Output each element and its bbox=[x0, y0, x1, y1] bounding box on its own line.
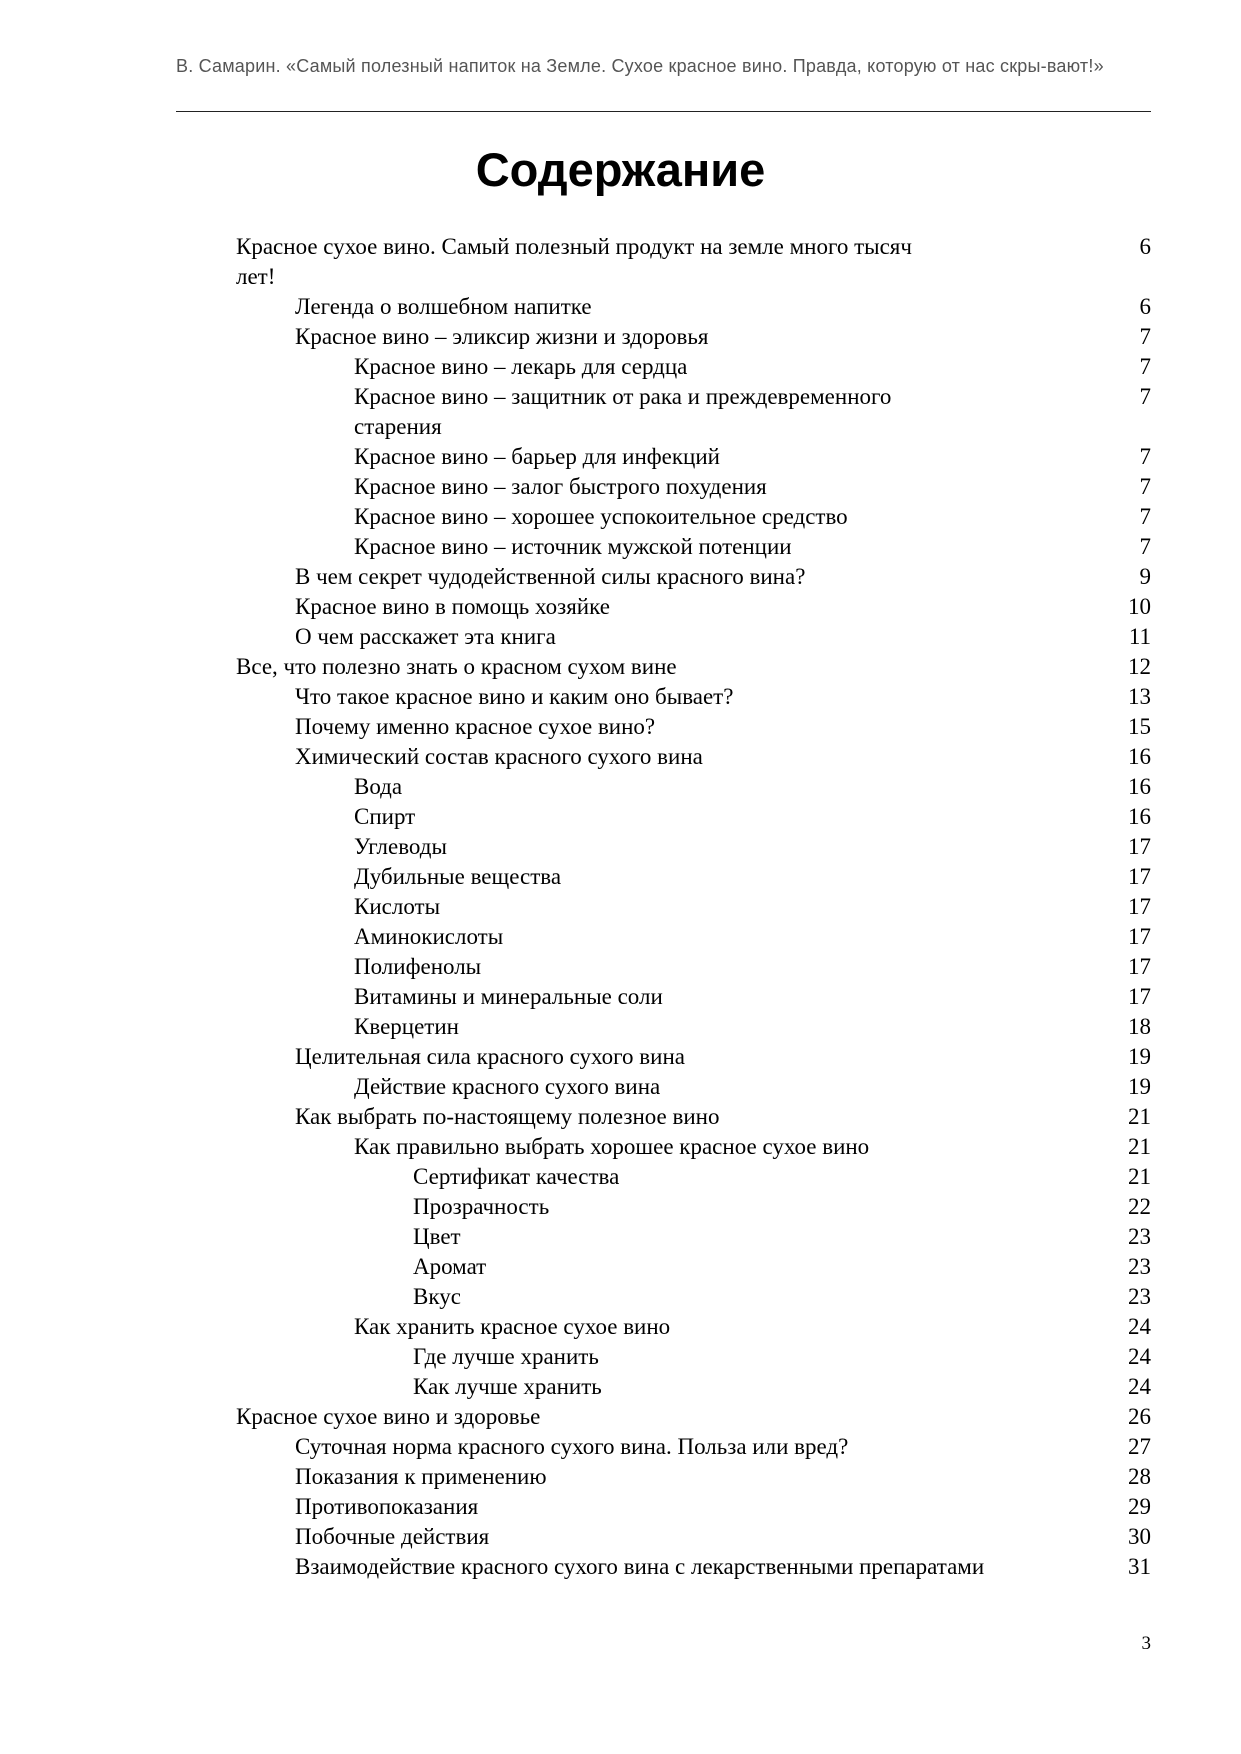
table-of-contents bbox=[236, 232, 1151, 1582]
toc-entry-page: 29 bbox=[1128, 1494, 1151, 1519]
toc-entry-title: Красное вино – хорошее успокоительное средство bbox=[354, 504, 848, 529]
toc-entry-title: Как хранить красное сухое вино bbox=[354, 1314, 671, 1339]
toc-entry-page: 16 bbox=[1128, 774, 1151, 799]
toc-entry-title: Красное вино – защитник от рака и преждевременного старения bbox=[354, 384, 892, 439]
toc-entry-page: 17 bbox=[1128, 924, 1151, 949]
toc-entry-page: 9 bbox=[1139, 564, 1151, 589]
toc-entry-title: Вкус bbox=[413, 1284, 461, 1309]
toc-entry-title: Суточная норма красного сухого вина. Польза или вред? bbox=[295, 1434, 849, 1459]
toc-entry[interactable] bbox=[236, 1552, 1151, 1582]
toc-entry-page: 31 bbox=[1128, 1554, 1151, 1579]
toc-entry-title: Красное вино – эликсир жизни и здоровья bbox=[295, 324, 709, 349]
toc-entry[interactable] bbox=[236, 772, 1151, 802]
toc-entry-page: 7 bbox=[1139, 504, 1151, 529]
toc-entry-title: Кверцетин bbox=[354, 1014, 459, 1039]
running-header: В. Самарин. «Самый полезный напиток на Земле. Сухое красное вино. Правда, которую от нас скры-вают!» bbox=[176, 56, 1104, 76]
toc-entry-page: 21 bbox=[1128, 1104, 1151, 1129]
toc-entry[interactable] bbox=[236, 1012, 1151, 1042]
toc-entry-page: 22 bbox=[1128, 1194, 1151, 1219]
toc-entry-page: 27 bbox=[1128, 1434, 1151, 1459]
toc-entry-page: 17 bbox=[1128, 954, 1151, 979]
toc-entry-title: Витамины и минеральные соли bbox=[354, 984, 663, 1009]
toc-entry-title: Побочные действия bbox=[295, 1524, 490, 1549]
toc-entry-page: 30 bbox=[1128, 1524, 1151, 1549]
toc-entry[interactable] bbox=[236, 1042, 1151, 1072]
toc-entry-page: 16 bbox=[1128, 744, 1151, 769]
toc-entry[interactable] bbox=[236, 472, 1151, 502]
toc-entry-title: Дубильные вещества bbox=[354, 864, 562, 889]
toc-entry-title: Как лучше хранить bbox=[413, 1374, 602, 1399]
toc-entry-page: 17 bbox=[1128, 894, 1151, 919]
toc-entry[interactable] bbox=[236, 382, 1151, 442]
toc-entry[interactable] bbox=[236, 1492, 1151, 1522]
toc-entry[interactable] bbox=[236, 862, 1151, 892]
toc-entry-title: Красное вино в помощь хозяйке bbox=[295, 594, 610, 619]
toc-entry[interactable] bbox=[236, 1072, 1151, 1102]
toc-entry-title: Целительная сила красного сухого вина bbox=[295, 1044, 685, 1069]
toc-entry-title: Красное вино – лекарь для сердца bbox=[354, 354, 688, 379]
toc-entry[interactable] bbox=[236, 832, 1151, 862]
toc-entry[interactable] bbox=[236, 442, 1151, 472]
toc-entry-page: 12 bbox=[1128, 654, 1151, 679]
toc-entry-title: Как правильно выбрать хорошее красное сухое вино bbox=[354, 1134, 870, 1159]
toc-entry-page: 17 bbox=[1128, 864, 1151, 889]
toc-entry[interactable] bbox=[236, 892, 1151, 922]
toc-entry-page: 7 bbox=[1139, 384, 1151, 409]
toc-entry[interactable] bbox=[236, 1132, 1151, 1162]
toc-entry[interactable] bbox=[236, 1372, 1151, 1402]
toc-entry-title: Вода bbox=[354, 774, 403, 799]
toc-entry[interactable] bbox=[236, 982, 1151, 1012]
toc-entry[interactable] bbox=[236, 232, 1151, 292]
toc-entry-title: Как выбрать по-настоящему полезное вино bbox=[295, 1104, 720, 1129]
toc-entry-title: Взаимодействие красного сухого вина с лекарственными препаратами bbox=[295, 1554, 985, 1579]
toc-entry[interactable] bbox=[236, 592, 1151, 622]
toc-entry[interactable] bbox=[236, 1192, 1151, 1222]
toc-entry[interactable] bbox=[236, 952, 1151, 982]
toc-entry-page: 19 bbox=[1128, 1074, 1151, 1099]
toc-entry-page: 23 bbox=[1128, 1254, 1151, 1279]
toc-entry-page: 24 bbox=[1128, 1314, 1151, 1339]
toc-entry-page: 6 bbox=[1139, 294, 1151, 319]
toc-entry-title: Сертификат качества bbox=[413, 1164, 620, 1189]
toc-entry[interactable] bbox=[236, 1252, 1151, 1282]
toc-entry[interactable] bbox=[236, 292, 1151, 322]
toc-entry-page: 7 bbox=[1139, 534, 1151, 559]
toc-entry-page: 10 bbox=[1128, 594, 1151, 619]
toc-entry-title: О чем расскажет эта книга bbox=[295, 624, 556, 649]
toc-entry[interactable] bbox=[236, 1282, 1151, 1312]
toc-entry-title: Легенда о волшебном напитке bbox=[295, 294, 592, 319]
toc-entry[interactable] bbox=[236, 562, 1151, 592]
toc-entry[interactable] bbox=[236, 532, 1151, 562]
toc-entry-title: Аминокислоты bbox=[354, 924, 504, 949]
toc-entry-page: 24 bbox=[1128, 1344, 1151, 1369]
toc-entry-page: 7 bbox=[1139, 354, 1151, 379]
toc-entry[interactable] bbox=[236, 352, 1151, 382]
toc-entry[interactable] bbox=[236, 652, 1151, 682]
toc-entry-title: Почему именно красное сухое вино? bbox=[295, 714, 656, 739]
toc-entry[interactable] bbox=[236, 1402, 1151, 1432]
toc-entry[interactable] bbox=[236, 712, 1151, 742]
toc-entry[interactable] bbox=[236, 1522, 1151, 1552]
toc-entry-title: Противопоказания bbox=[295, 1494, 479, 1519]
toc-entry[interactable] bbox=[236, 922, 1151, 952]
toc-entry-title: Аромат bbox=[413, 1254, 487, 1279]
toc-entry[interactable] bbox=[236, 322, 1151, 352]
toc-entry-title: Показания к применению bbox=[295, 1464, 547, 1489]
page-number: 3 bbox=[1141, 1633, 1151, 1654]
toc-entry-title: Спирт bbox=[354, 804, 416, 829]
toc-entry-title: Красное вино – залог быстрого похудения bbox=[354, 474, 767, 499]
toc-entry-title: Красное вино – барьер для инфекций bbox=[354, 444, 720, 469]
toc-entry-page: 18 bbox=[1128, 1014, 1151, 1039]
toc-entry-page: 7 bbox=[1139, 474, 1151, 499]
toc-entry[interactable] bbox=[236, 502, 1151, 532]
toc-entry[interactable] bbox=[236, 802, 1151, 832]
toc-entry-page: 28 bbox=[1128, 1464, 1151, 1489]
toc-entry-title: Кислоты bbox=[354, 894, 441, 919]
toc-entry-page: 7 bbox=[1139, 444, 1151, 469]
toc-entry-title: Действие красного сухого вина bbox=[354, 1074, 661, 1099]
toc-entry-page: 26 bbox=[1128, 1404, 1151, 1429]
toc-entry-title: Что такое красное вино и каким оно бывает? bbox=[295, 684, 734, 709]
toc-entry[interactable] bbox=[236, 1462, 1151, 1492]
toc-entry-page: 11 bbox=[1128, 624, 1151, 649]
toc-entry-title: Все, что полезно знать о красном сухом вине bbox=[236, 654, 677, 679]
toc-entry-page: 23 bbox=[1128, 1224, 1151, 1249]
toc-entry-page: 6 bbox=[1139, 234, 1151, 259]
toc-entry[interactable] bbox=[236, 622, 1151, 652]
toc-entry-page: 16 bbox=[1128, 804, 1151, 829]
toc-entry-page: 13 bbox=[1128, 684, 1151, 709]
toc-entry[interactable] bbox=[236, 1222, 1151, 1252]
toc-entry-page: 15 bbox=[1128, 714, 1151, 739]
toc-entry-page: 19 bbox=[1128, 1044, 1151, 1069]
toc-entry[interactable] bbox=[236, 1432, 1151, 1462]
toc-entry-title: Красное сухое вино и здоровье bbox=[236, 1404, 541, 1429]
toc-entry-title: Химический состав красного сухого вина bbox=[295, 744, 703, 769]
toc-entry-page: 23 bbox=[1128, 1284, 1151, 1309]
toc-entry-page: 17 bbox=[1128, 984, 1151, 1009]
toc-entry-title: Красное вино – источник мужской потенции bbox=[354, 534, 792, 559]
toc-entry-title: Красное сухое вино. Самый полезный продукт на земле много тысяч лет! bbox=[236, 234, 912, 289]
toc-entry-title: Полифенолы bbox=[354, 954, 482, 979]
toc-entry-title: Где лучше хранить bbox=[413, 1344, 599, 1369]
toc-entry-page: 24 bbox=[1128, 1374, 1151, 1399]
toc-entry[interactable] bbox=[236, 682, 1151, 712]
toc-entry[interactable] bbox=[236, 1162, 1151, 1192]
toc-entry[interactable] bbox=[236, 1312, 1151, 1342]
toc-entry[interactable] bbox=[236, 1342, 1151, 1372]
toc-entry-title: В чем секрет чудодейственной силы красного вина? bbox=[295, 564, 806, 589]
toc-entry-page: 21 bbox=[1128, 1134, 1151, 1159]
toc-entry[interactable] bbox=[236, 742, 1151, 772]
toc-entry-page: 7 bbox=[1139, 324, 1151, 349]
toc-entry-page: 21 bbox=[1128, 1164, 1151, 1189]
toc-entry-page: 17 bbox=[1128, 834, 1151, 859]
page-title: Содержание bbox=[475, 143, 766, 196]
toc-entry[interactable] bbox=[236, 1102, 1151, 1132]
toc-entry-title: Цвет bbox=[413, 1224, 461, 1249]
toc-entry-title: Углеводы bbox=[354, 834, 447, 859]
header-rule bbox=[176, 111, 1151, 112]
toc-entry-title: Прозрачность bbox=[413, 1194, 550, 1219]
